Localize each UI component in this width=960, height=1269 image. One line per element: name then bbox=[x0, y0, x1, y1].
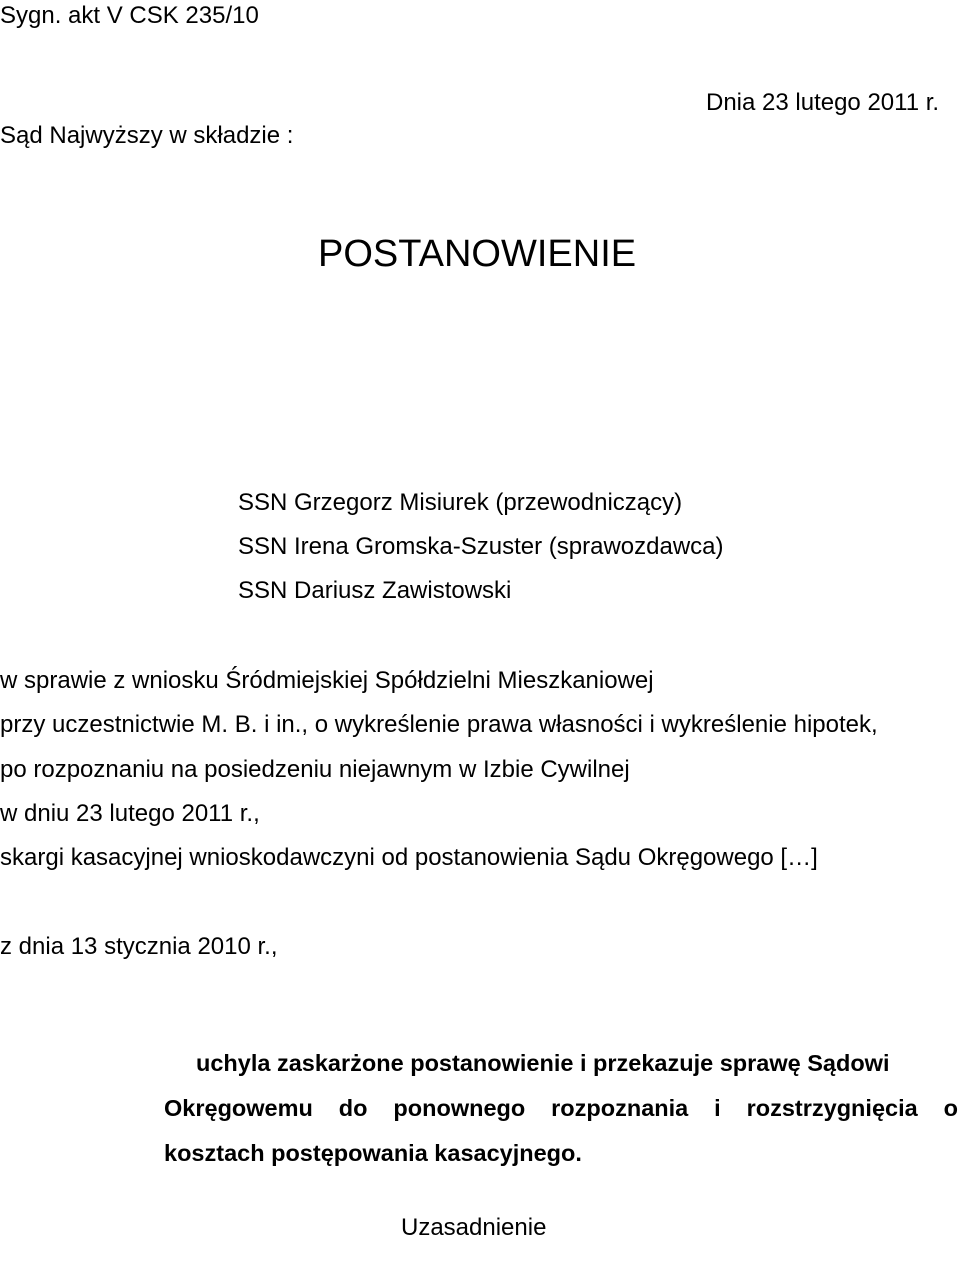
ruling-word: i bbox=[714, 1095, 721, 1121]
decision-date: Dnia 23 lutego 2011 r. bbox=[706, 89, 940, 116]
court-composition-label: Sąd Najwyższy w składzie : bbox=[0, 122, 294, 149]
ruling-line: uchyla zaskarżone postanowienie i przekazuje sprawę Sądowi bbox=[196, 1050, 890, 1076]
ruling-word: o bbox=[943, 1095, 958, 1121]
case-number: Sygn. akt V CSK 235/10 bbox=[0, 2, 259, 29]
ruling-word: rozstrzygnięcia bbox=[746, 1095, 918, 1121]
body-line: po rozpoznaniu na posiedzeniu niejawnym w Izbie Cywilnej bbox=[0, 756, 630, 783]
ruling-word: Okręgowemu bbox=[164, 1095, 313, 1121]
body-line: w dniu 23 lutego 2011 r., bbox=[0, 800, 260, 827]
ruling-word: do bbox=[338, 1095, 368, 1121]
ruling-word: rozpoznania bbox=[551, 1095, 689, 1121]
body-line: z dnia 13 stycznia 2010 r., bbox=[0, 933, 278, 960]
ruling-line-justified bbox=[164, 1094, 958, 1122]
judge-member: SSN Dariusz Zawistowski bbox=[238, 577, 512, 604]
body-line: przy uczestnictwie M. B. i in., o wykreślenie prawa własności i wykreślenie hipotek, bbox=[0, 711, 878, 738]
section-heading-uzasadnienie: Uzasadnienie bbox=[401, 1214, 547, 1241]
ruling-word: ponownego bbox=[393, 1095, 526, 1121]
ruling-line: kosztach postępowania kasacyjnego. bbox=[164, 1140, 582, 1166]
body-line: w sprawie z wniosku Śródmiejskiej Spółdzielni Mieszkaniowej bbox=[0, 667, 654, 694]
page-title: POSTANOWIENIE bbox=[318, 233, 637, 275]
judge-presiding: SSN Grzegorz Misiurek (przewodniczący) bbox=[238, 489, 683, 516]
judge-rapporteur: SSN Irena Gromska-Szuster (sprawozdawca) bbox=[238, 533, 724, 560]
body-line: skargi kasacyjnej wnioskodawczyni od postanowienia Sądu Okręgowego […] bbox=[0, 844, 818, 871]
